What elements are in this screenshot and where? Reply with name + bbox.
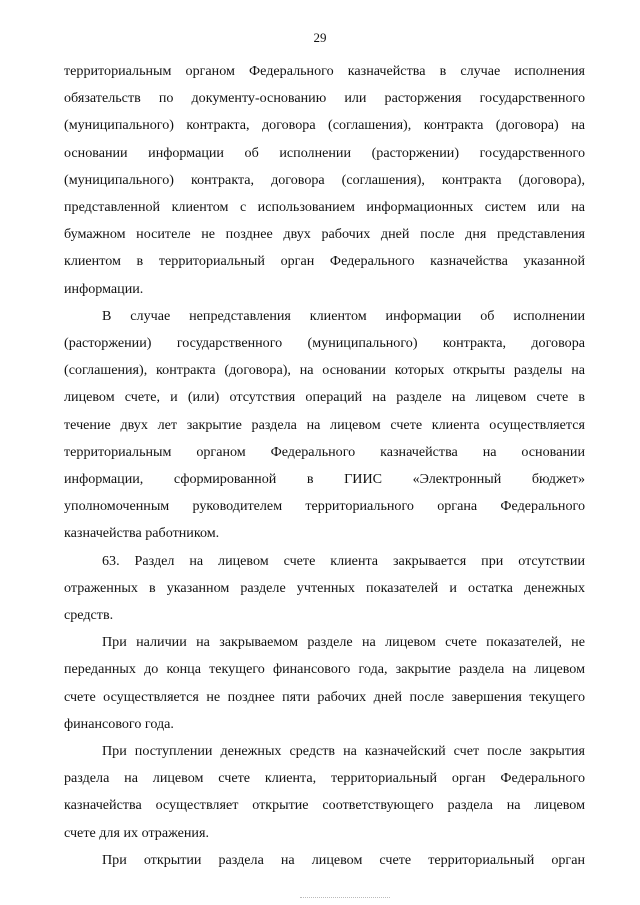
paragraph xyxy=(64,629,585,738)
paragraph xyxy=(64,738,585,847)
text-line: При поступлении денежных средств на казначейский счет после закрытия xyxy=(102,743,585,760)
text-line: клиентом в территориальный орган Федерального казначейства указанной xyxy=(64,253,585,270)
text-line: лицевом счете, и (или) отсутствия операций на разделе на лицевом счете в xyxy=(64,389,585,406)
text-line: переданных до конца текущего финансового года, закрытие раздела на лицевом xyxy=(64,661,585,678)
scan-artifact xyxy=(300,897,390,901)
text-line: При открытии раздела на лицевом счете территориальный орган xyxy=(102,851,585,868)
text-line: обязательств по документу-основанию или расторжения государственного xyxy=(64,90,585,107)
text-line: информации. xyxy=(64,280,144,297)
text-line: раздела на лицевом счете клиента, территориальный орган Федерального xyxy=(64,770,585,787)
text-line: казначейства осуществляет открытие соответствующего раздела на лицевом xyxy=(64,797,585,814)
text-line: (муниципального) контракта, договора (соглашения), контракта (договора), xyxy=(64,171,585,188)
text-line: (расторжении) государственного (муниципального) контракта, договора xyxy=(64,335,585,352)
text-line: отраженных в указанном разделе учтенных показателей и остатка денежных xyxy=(64,579,585,596)
text-line: территориальным органом Федерального казначейства на основании xyxy=(64,443,585,460)
text-line: счете осуществляется не позднее пяти рабочих дней после завершения текущего xyxy=(64,688,585,705)
text-line: финансового года. xyxy=(64,715,174,732)
text-line: бумажном носителе не позднее двух рабочих дней после дня представления xyxy=(64,226,585,243)
paragraph xyxy=(64,847,585,874)
paragraph xyxy=(64,58,585,303)
text-line: средств. xyxy=(64,607,114,624)
text-line: 63. Раздел на лицевом счете клиента закрывается при отсутствии xyxy=(102,552,585,569)
text-line: При наличии на закрываемом разделе на лицевом счете показателей, не xyxy=(102,634,585,651)
text-line: (соглашения), контракта (договора), на основании которых открыты разделы на xyxy=(64,362,585,379)
text-line: (муниципального) контракта, договора (соглашения), контракта (договора) на xyxy=(64,117,585,134)
paragraph xyxy=(64,548,585,630)
text-line: информации, сформированной в ГИИС «Электронный бюджет» xyxy=(64,471,585,488)
text-line: счете для их отражения. xyxy=(64,824,209,841)
paragraph xyxy=(64,303,585,548)
text-line: основании информации об исполнении (расторжении) государственного xyxy=(64,144,585,161)
text-line: В случае непредставления клиентом информации об исполнении xyxy=(102,307,585,324)
document-body xyxy=(64,58,585,874)
page-number: 29 xyxy=(313,30,327,45)
text-line: территориальным органом Федерального казначейства в случае исполнения xyxy=(64,63,585,79)
text-line: представленной клиентом с использованием информационных систем или на xyxy=(64,199,585,216)
text-line: уполномоченным руководителем территориального органа Федерального xyxy=(64,498,585,515)
text-line: казначейства работником. xyxy=(64,525,220,542)
text-line: течение двух лет закрытие раздела на лицевом счете клиента осуществляется xyxy=(64,416,585,433)
